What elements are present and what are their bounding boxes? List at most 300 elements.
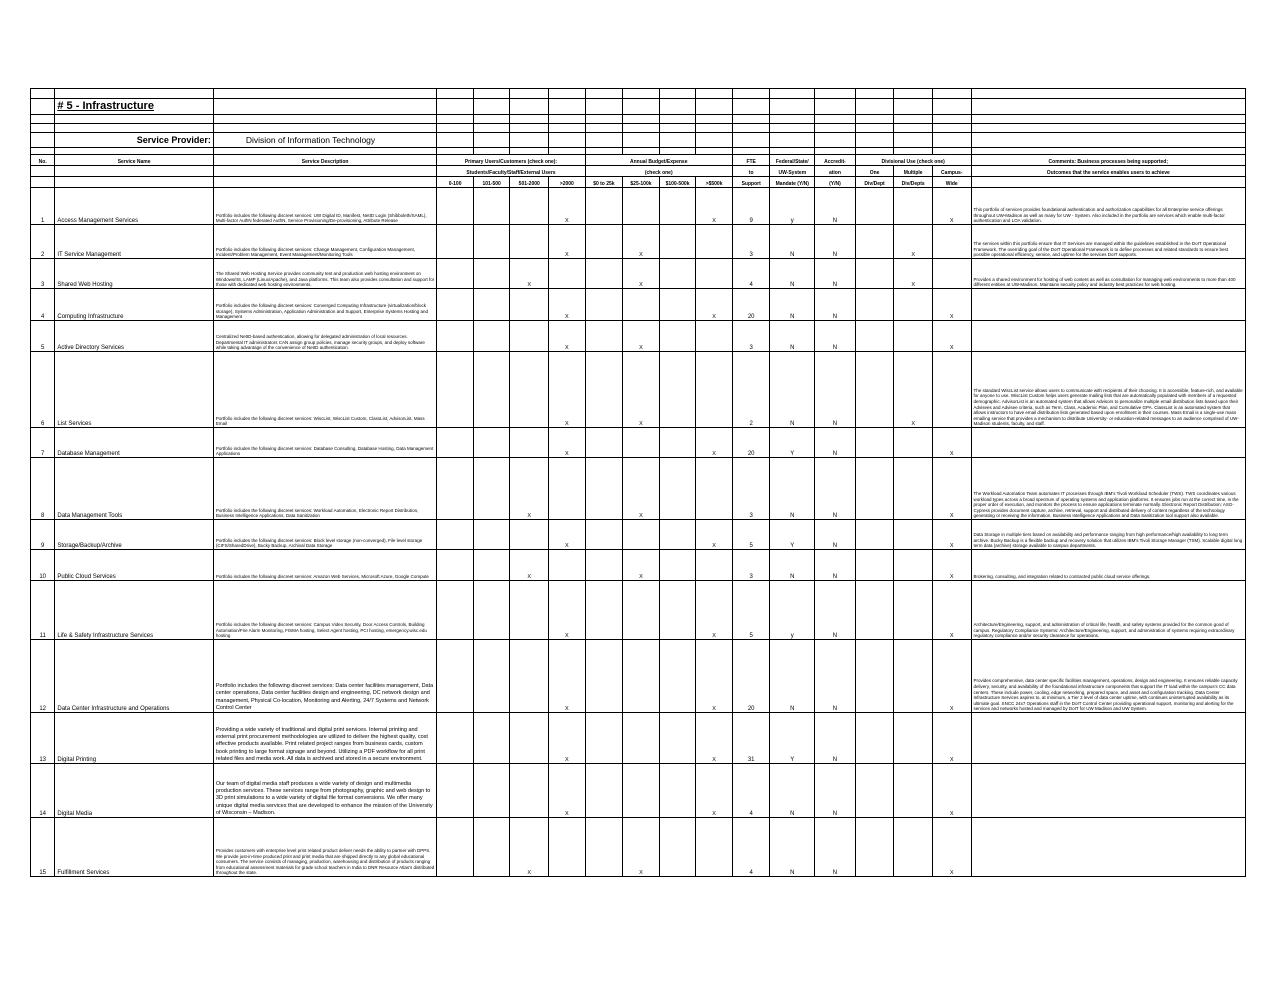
col-header-accr: Accredit- [815,155,856,166]
users-check-cell [437,713,474,764]
budget-check-cell [659,520,696,550]
service-description: Centralized NetID-based authentication, allowing for delegated administration of local resources. Departmental IT administrators CAN assign group policies, manage security groups, and deploy software while taking advantage of the convenience of NetID authentication. [213,321,436,352]
row-number: 15 [31,818,55,877]
service-description: The Shared Web Hosting Service provides community test and production web hosting environment on Windows/IIS, LAMP (Linux/Apache), and Java platforms. This team also provides consultation and support for those with dedicated web hosting environments. [213,259,436,289]
fte-value: 4 [732,259,770,289]
division-check-cell: X [932,289,971,321]
fte-value: 20 [732,640,770,713]
comments-cell: Brokering, consulting, and integration related to contracted public cloud service offerings. [971,550,1245,581]
blank-row [31,124,1246,133]
row-number: 2 [31,225,55,259]
budget-check-cell [659,225,696,259]
service-name: Storage/Backup/Archive [55,520,213,550]
budget-check-cell [585,352,623,428]
division-check-cell: X [894,225,933,259]
budget-check-cell [659,428,696,458]
budget-check-cell [585,289,623,321]
fte-value: 31 [732,713,770,764]
users-check-cell [437,550,474,581]
budget-check-cell [659,640,696,713]
budget-check-cell [585,550,623,581]
budget-check-cell [585,520,623,550]
service-description: Portfolio includes the following discreet services: Block level storage (non-converged), File level storage (CIFS/SharedDrive), Bucky Backup, Archival Data Storage [213,520,436,550]
users-check-cell: X [549,713,586,764]
budget-check-cell [585,818,623,877]
accreditation-value: N [815,640,856,713]
users-check-cell [437,289,474,321]
table-row [31,458,1246,520]
users-check-cell [473,225,510,259]
users-check-cell: X [549,428,586,458]
users-check-cell [437,428,474,458]
division-check-cell: X [932,428,971,458]
division-check-cell [894,289,933,321]
service-description: Portfolio includes the following discreet services: Data center facilities management, Data center operations, Data center facilities design and engineering, DC network design and management, Physical Co-location, Monitoring and Alerting, 24/7 Systems and Network Control Center [213,640,436,713]
mandate-value: y [770,188,815,225]
col-subheader-users: Students/Faculty/Staff/External Users [437,166,585,177]
users-check-cell [510,188,549,225]
blank-row [31,115,1246,124]
comments-cell: Provides a shared environment for hosting of web content as well as consultation for managing web environments to more than 400 different entities at UW-Madison. Maintains security policy and industry best practices for web hosting. [971,259,1245,289]
service-name: Fulfillment Services [55,818,213,877]
table-row [31,713,1246,764]
col-budget-500kplus: >$500k [696,177,733,188]
col-header-div: Divisional Use (check one) [855,155,971,166]
row-number: 6 [31,352,55,428]
budget-check-cell: X [623,321,660,352]
users-check-cell [510,764,549,818]
division-check-cell: X [932,818,971,877]
division-check-cell: X [932,640,971,713]
users-check-cell [437,321,474,352]
comments-cell: The standard WiscList service allows users to communicate with recipients of their choosing. It is accessible, feature-rich, and available for anyone to use. WiscList Custom helps users generate mailing lists that are automatically populated with members of a requested demographic. AdvisorList is an automated system that allows Advisors to personalize multiple email distribution lists based upon their Advisees and Advisee criteria, such as Term, Class, Academic Plan, and Cumulative GPA. ClassList is an automated system that allows instructors to have email distribution lists generated based upon enrollment in their courses. Mass Email is a single-use mass emailing service that provides a mechanism to distribute University- or education-related messages to an audience comprised of UW-Madison students, faculty, and staff. [971,352,1245,428]
division-check-cell: X [932,188,971,225]
accreditation-value: N [815,818,856,877]
service-name: Public Cloud Services [55,550,213,581]
users-check-cell [437,764,474,818]
users-check-cell [510,640,549,713]
fte-value: 3 [732,225,770,259]
col-subheader-accr: ation [815,166,856,177]
budget-check-cell [623,640,660,713]
budget-check-cell [659,352,696,428]
budget-check-cell [659,764,696,818]
users-check-cell [437,818,474,877]
mandate-value: y [770,581,815,640]
table-row [31,225,1246,259]
row-number: 12 [31,640,55,713]
row-number: 7 [31,428,55,458]
division-check-cell: X [894,352,933,428]
accreditation-value: N [815,458,856,520]
division-check-cell [894,188,933,225]
users-check-cell [473,818,510,877]
fte-value: 9 [732,188,770,225]
service-name: List Services [55,352,213,428]
budget-check-cell [659,550,696,581]
users-check-cell [473,764,510,818]
mandate-value: N [770,818,815,877]
mandate-value: Y [770,520,815,550]
division-check-cell: X [932,520,971,550]
header-row-1 [31,155,1246,166]
service-name: Access Management Services [55,188,213,225]
budget-check-cell: X [696,640,733,713]
row-number: 10 [31,550,55,581]
users-check-cell [473,289,510,321]
mandate-value: N [770,225,815,259]
budget-check-cell: X [696,188,733,225]
comments-cell: The Workload Automation Team automates IT processes through IBM's Tivoli Workload Scheduler (TWS). TWS coordinates various workload types across a broad spectrum of operating systems and application platforms. It ensures jobs run at the correct time, in the proper order of execution, and monitors the process to ensure applications terminate normally. Electronic Report Distribution: ASG-Cypress provides document capture, archive, retrieval, support and distributed delivery of content regardless of the technology generating or receiving the information. Business Intelligence Applications and Data Sanitization tool support also available. [971,458,1245,520]
fte-value: 4 [732,764,770,818]
row-number: 8 [31,458,55,520]
users-check-cell [510,321,549,352]
budget-check-cell [585,458,623,520]
users-check-cell [549,818,586,877]
division-check-cell: X [932,458,971,520]
division-check-cell [855,818,894,877]
division-check-cell [894,713,933,764]
service-description: Portfolio includes the following discreet services: Amazon Web Services, Microsoft Azure, Google Compute [213,550,436,581]
accreditation-value: N [815,581,856,640]
provider-label: Service Provider: [55,133,213,148]
col-fte-support: Support [732,177,770,188]
comments-cell: Architecture/Engineering, support, and administration of critical life, health, and safety systems provided for the common good of campus. Regulatory Compliance Systems: Architecture/Engineering, support, and administration of systems requiring extraordinary regulatory compliance and/or security clearance for operations. [971,581,1245,640]
row-number: 5 [31,321,55,352]
comments-cell [971,321,1245,352]
budget-check-cell: X [623,352,660,428]
division-check-cell [932,259,971,289]
division-check-cell [932,225,971,259]
accreditation-value: N [815,352,856,428]
division-check-cell [894,640,933,713]
row-number: 9 [31,520,55,550]
budget-check-cell: X [696,520,733,550]
budget-check-cell: X [623,550,660,581]
budget-check-cell [696,259,733,289]
mandate-value: N [770,259,815,289]
division-check-cell [855,428,894,458]
provider-row [31,133,1246,148]
users-check-cell [473,188,510,225]
users-check-cell: X [549,520,586,550]
accreditation-value: N [815,550,856,581]
table-row [31,818,1246,877]
users-check-cell [473,352,510,428]
budget-check-cell [585,764,623,818]
division-check-cell [894,764,933,818]
users-check-cell [437,640,474,713]
col-users-501-2000: 501-2000 [510,177,549,188]
budget-check-cell [623,520,660,550]
table-row [31,259,1246,289]
comments-cell [971,764,1245,818]
service-name: Data Management Tools [55,458,213,520]
comments-cell: This portfolio of services provides foundational authentication and authorization capabilities for all Enterprise service offerings throughout UW-Madison as well as many for UW - System. Also included in the portfolio are services which enable multi-factor authentication and LOA validation. [971,188,1245,225]
users-check-cell [473,321,510,352]
col-header-budget: Annual Budget/Expense [585,155,732,166]
service-name: Digital Media [55,764,213,818]
division-check-cell [855,713,894,764]
header-row-3 [31,177,1246,188]
row-number: 3 [31,259,55,289]
budget-check-cell: X [696,289,733,321]
division-check-cell [855,352,894,428]
mandate-value: Y [770,428,815,458]
service-description: Provides customers with enterprise level print related product deliver needs the ability to partner with DPPS. We provide just-in-time produced print and print media that are shipped directly to any global educational consumers. The service consists of managing, production, warehousing and distribution of products ranging from educational assessment materials for grade school teachers in India to DNR Resource Atlas's distributed throughout the state. [213,818,436,877]
row-number: 4 [31,289,55,321]
col-fed-mandate: Mandate (Y/N) [770,177,815,188]
col-subheader-fte: to [732,166,770,177]
col-header-no: No. [31,155,55,166]
division-check-cell [932,352,971,428]
division-check-cell [855,581,894,640]
budget-check-cell [696,352,733,428]
division-check-cell [894,818,933,877]
fte-value: 5 [732,581,770,640]
budget-check-cell [696,225,733,259]
mandate-value: N [770,458,815,520]
mandate-value: N [770,352,815,428]
budget-check-cell [696,321,733,352]
budget-check-cell: X [623,818,660,877]
mandate-value: N [770,550,815,581]
budget-check-cell [696,458,733,520]
users-check-cell [473,581,510,640]
provider-value: Division of Information Technology [213,133,436,148]
fte-value: 5 [732,520,770,550]
division-check-cell [894,321,933,352]
col-header-users: Primary Users/Customers (check one): [437,155,585,166]
col-budget-25-100k: $25-100k [623,177,660,188]
fte-value: 3 [732,321,770,352]
service-description: Portfolio includes the following discreet services: UW Digital ID, Manifest, NetID Login (Shibboleth/SAML), Multi-factor AuthN federated AuthN, Service Provisioning/De-provisioning, Attribute Release [213,188,436,225]
division-check-cell [855,259,894,289]
service-name: Life & Safety Infrastructure Services [55,581,213,640]
division-check-cell [855,764,894,818]
users-check-cell: X [549,321,586,352]
accreditation-value: N [815,713,856,764]
comments-cell [971,428,1245,458]
sheet-title: # 5 - Infrastructure [55,99,213,115]
service-name: Computing Infrastructure [55,289,213,321]
budget-check-cell [659,581,696,640]
blank-row [31,148,1246,155]
users-check-cell: X [549,581,586,640]
users-check-cell [437,581,474,640]
division-check-cell [894,458,933,520]
users-check-cell [510,581,549,640]
col-subheader-div-multiple: Multiple [894,166,933,177]
accreditation-value: N [815,428,856,458]
comments-cell: The services within this portfolio ensure that IT Services are managed within the guidelines established in the DoIT Operational Framework. The overriding goal of the DoIT Operational Framework is to define processes and related standards to ensure best possible operational efficiency, service, and uptime for the services DoIT supports. [971,225,1245,259]
division-check-cell [894,428,933,458]
table-row [31,550,1246,581]
budget-check-cell: X [696,428,733,458]
fte-value: 20 [732,289,770,321]
budget-check-cell [659,188,696,225]
users-check-cell [510,520,549,550]
col-div-campus: Wide [932,177,971,188]
users-check-cell [437,352,474,428]
users-check-cell: X [549,640,586,713]
blank-row [31,89,1246,99]
mandate-value: N [770,289,815,321]
comments-cell: Provides comprehensive, data center specific facilities management, operations, design and engineering. It ensures reliable capacity delivery, security, and availability of the foundational infrastructure components that support the IT load within the campus's CC data centers. These include power, cooling, edge networking, prepared space, and asset and configuration tracking. Data Center Infrastructure Services aspires to, at minimum, a Tier 2 level of data center uptime, with continues uninterrupted availability as its ultimate goal. SNCC 24x7 Operations staff in the DoIT Control Center providing operational support, monitoring and alerting for the services and networks hosted and managed by DoIT for UW Madison and UW System. [971,640,1245,713]
mandate-value: N [770,321,815,352]
mandate-value: Y [770,713,815,764]
service-description: Our team of digital media staff produces a wide variety of design and multimedia production services. These services range from photography, graphic and web design to 3D print simulations to a wide variety of digital file format conversions. We offer many unique digital media services that are developed to enhance the mission of the University of Wisconsin – Madison. [213,764,436,818]
budget-check-cell [696,818,733,877]
col-budget-0-25k: $0 to 25k [585,177,623,188]
budget-check-cell [696,550,733,581]
budget-check-cell [585,188,623,225]
budget-check-cell [623,764,660,818]
col-accr-yn: (Y/N) [815,177,856,188]
budget-check-cell: X [696,764,733,818]
service-name: IT Service Management [55,225,213,259]
users-check-cell [473,640,510,713]
accreditation-value: N [815,259,856,289]
table-row [31,428,1246,458]
budget-check-cell [585,259,623,289]
budget-check-cell: X [696,581,733,640]
row-number: 1 [31,188,55,225]
col-subheader-budget: (check one) [585,166,732,177]
users-check-cell: X [549,225,586,259]
service-description: Portfolio includes the following discreet services: Workload Automation, Electronic Report Distribution, Business Intelligence Applications, Data Sanitization [213,458,436,520]
users-check-cell: X [510,259,549,289]
col-header-desc: Service Description [213,155,436,166]
budget-check-cell: X [623,458,660,520]
accreditation-value: N [815,188,856,225]
users-check-cell [510,289,549,321]
division-check-cell [894,581,933,640]
users-check-cell [437,520,474,550]
col-header-fte: FTE [732,155,770,166]
users-check-cell [510,428,549,458]
table-row [31,520,1246,550]
users-check-cell [437,458,474,520]
budget-check-cell [623,713,660,764]
table-row [31,321,1246,352]
fte-value: 2 [732,352,770,428]
fte-value: 3 [732,458,770,520]
users-check-cell: X [510,458,549,520]
col-subheader-fed: UW-System [770,166,815,177]
users-check-cell [473,520,510,550]
title-row [31,99,1246,115]
header-row-2 [31,166,1246,177]
comments-cell: Data Storage in multiple tiers based on availability and performance ranging from high performance/high availability to long term archive. Bucky Backup is a flexible backup and recovery solution that utilizes IBM's Tivoli Storage Manager (TSM). Scalable digital long term data (archive) storage available to campus departments. [971,520,1245,550]
comments-cell [971,713,1245,764]
division-check-cell [855,188,894,225]
col-div-multiple: Div/Depts [894,177,933,188]
col-subheader-comments: Outcomes that the service enables users to achieve [971,166,1245,177]
budget-check-cell [659,458,696,520]
users-check-cell: X [549,289,586,321]
service-description: Providing a wide variety of traditional and digital print services. Internal printing and external print procurement methodologies are utilized to deliver the highest quality, cost effective products available. Print related project ranges from business cards, custom book printing to large format signage and beyond. Utilizing a PDF workflow for all print related files and media work. All data is archived and stored in a secure environment. [213,713,436,764]
accreditation-value: N [815,289,856,321]
division-check-cell [855,289,894,321]
budget-check-cell [659,289,696,321]
service-name: Digital Printing [55,713,213,764]
service-description: Portfolio includes the following discreet services: Campus Video Security, Door Access Controls, Building Automation/Fire Alarm Monitoring, FISMA hosting, Select Agent hosting, PCI hosting, emergency.wisc.edu hosting [213,581,436,640]
users-check-cell [510,352,549,428]
budget-check-cell: X [696,713,733,764]
col-subheader-div-one: One [855,166,894,177]
mandate-value: N [770,764,815,818]
service-description: Portfolio includes the following discreet services: Change Management, Configuration Management, Incident/Problem Management, Event Management/Monitoring Tools [213,225,436,259]
budget-check-cell [623,428,660,458]
division-check-cell: X [932,713,971,764]
service-inventory-sheet [30,88,1246,877]
division-check-cell [855,321,894,352]
division-check-cell [894,550,933,581]
table-row [31,581,1246,640]
table-row [31,764,1246,818]
row-number: 14 [31,764,55,818]
users-check-cell: X [549,188,586,225]
accreditation-value: N [815,520,856,550]
col-users-2000plus: >2000 [549,177,586,188]
users-check-cell: X [510,818,549,877]
budget-check-cell [659,321,696,352]
budget-check-cell [623,188,660,225]
col-budget-100-500k: $100-500k [659,177,696,188]
col-header-comments: Comments: Business processes being supported; [971,155,1245,166]
budget-check-cell [585,713,623,764]
users-check-cell [473,428,510,458]
service-name: Data Center Infrastructure and Operations [55,640,213,713]
users-check-cell [510,225,549,259]
fte-value: 3 [732,550,770,581]
users-check-cell [473,259,510,289]
service-name: Database Management [55,428,213,458]
table-row [31,188,1246,225]
users-check-cell [437,225,474,259]
users-check-cell: X [510,550,549,581]
col-div-one: Div/Dept [855,177,894,188]
users-check-cell [549,550,586,581]
col-subheader-div-campus: Campus- [932,166,971,177]
budget-check-cell [659,713,696,764]
users-check-cell: X [549,764,586,818]
users-check-cell [437,259,474,289]
budget-check-cell [585,225,623,259]
division-check-cell: X [894,259,933,289]
comments-cell [971,289,1245,321]
users-check-cell [473,458,510,520]
comments-cell [971,818,1245,877]
col-header-name: Service Name [55,155,213,166]
service-name: Shared Web Hosting [55,259,213,289]
service-description: Portfolio includes the following discreet services: Converged Computing Infrastructure (virtualization/block storage), Systems Administration, Application Administration and Support, Enterprise Systems Hosting and Management [213,289,436,321]
col-users-101-500: 101-500 [473,177,510,188]
users-check-cell [473,550,510,581]
service-description: Portfolio includes the following discreet services: WiscList, WiscList Custom, ClassList, AdvisorList, Mass Email [213,352,436,428]
service-name: Active Directory Services [55,321,213,352]
accreditation-value: N [815,225,856,259]
row-number: 13 [31,713,55,764]
users-check-cell: X [549,352,586,428]
division-check-cell [855,550,894,581]
col-header-fed: Federal/State/ [770,155,815,166]
division-check-cell [855,520,894,550]
budget-check-cell [585,321,623,352]
users-check-cell [549,458,586,520]
users-check-cell [549,259,586,289]
